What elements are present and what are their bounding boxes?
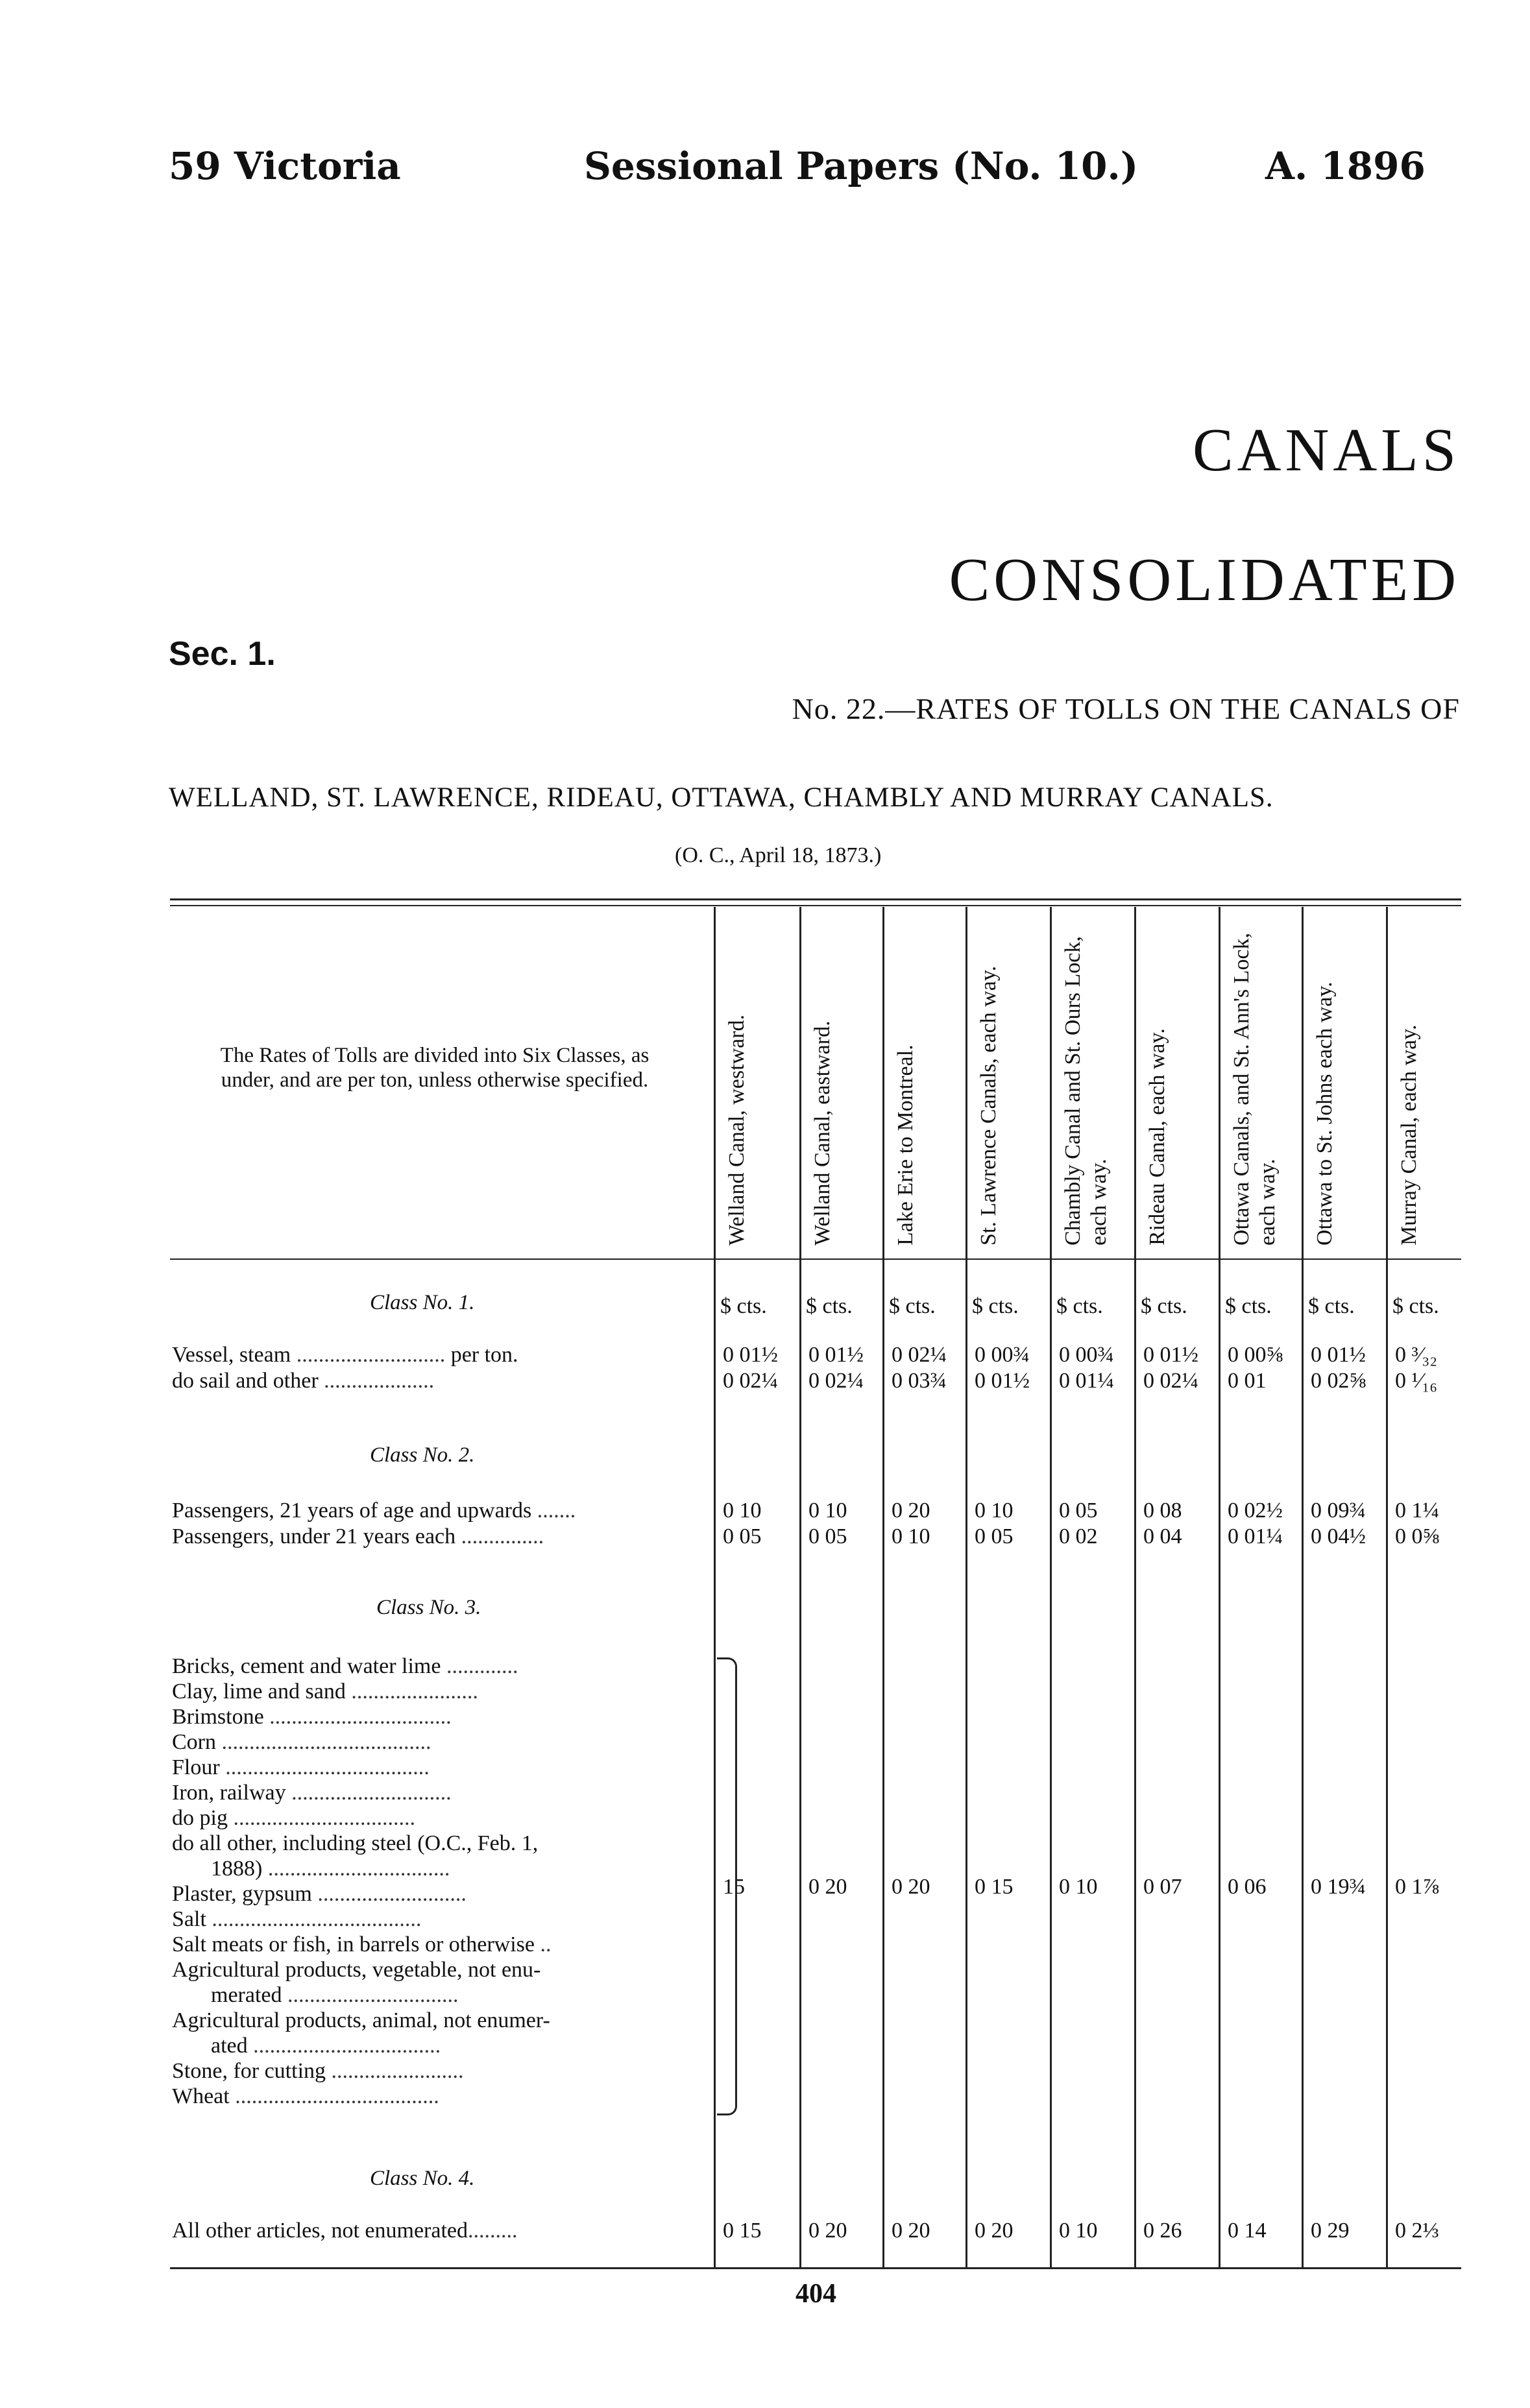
list-item xyxy=(172,1755,430,1780)
table-top-rule xyxy=(170,898,1461,900)
column-header: Ottawa Canals, and St. Ann's Lock, each way. xyxy=(1230,932,1280,1246)
order-date: (O. C., April 18, 1873.) xyxy=(675,843,882,867)
class1-heading: Class No. 1. xyxy=(370,1291,475,1314)
list-item xyxy=(172,1806,415,1831)
class2-heading: Class No. 2. xyxy=(370,1443,475,1467)
table-cell: 0 10 xyxy=(808,1499,847,1523)
header-left: 59 Victoria xyxy=(169,144,401,188)
leader-dots: ................................. xyxy=(227,1806,415,1830)
column-header: Welland Canal, eastward. xyxy=(810,1020,834,1246)
leader-dots: .................... xyxy=(318,1369,435,1393)
list-item xyxy=(172,1882,467,1907)
table-cell: 0 09¾ xyxy=(1311,1499,1366,1523)
list-item-text: 1888) xyxy=(211,1857,263,1881)
list-item xyxy=(172,1781,452,1805)
table-cell: 0 02¼ xyxy=(1143,1369,1198,1393)
table-cell: 0 00⅝ xyxy=(1228,1343,1283,1367)
column-header: Chambly Canal and St. Ours Lock, each way. xyxy=(1061,936,1111,1246)
column-rule xyxy=(965,907,967,2267)
row-label xyxy=(172,1524,544,1549)
list-item xyxy=(172,1654,518,1679)
leader-dots: ...................................... xyxy=(216,1730,431,1754)
table-cell: 0 05 xyxy=(1059,1499,1098,1523)
table-cell: 0 10 xyxy=(723,1499,762,1523)
table-cell: 0 01½ xyxy=(808,1343,864,1367)
list-item-text: do pig xyxy=(172,1806,228,1830)
table-cell: 0 20 xyxy=(892,1499,930,1523)
leader-dots: .................................. xyxy=(247,2034,441,2058)
list-item xyxy=(172,1730,431,1755)
column-header: Ottawa to St. Johns each way. xyxy=(1313,981,1337,1246)
row-label-text: Vessel, steam xyxy=(172,1343,291,1367)
column-header: Welland Canal, westward. xyxy=(725,1014,749,1246)
row-label xyxy=(172,2219,518,2243)
class3-brace xyxy=(717,1657,737,2115)
table-cell: 0 01¼ xyxy=(1228,1524,1283,1548)
list-item xyxy=(172,1831,538,1856)
table-cell: 0 05 xyxy=(975,1524,1014,1548)
leader-dots: ................................. xyxy=(262,1857,450,1881)
table-cell: 0 ¹⁄₁₆ xyxy=(1395,1369,1438,1393)
leader-dots: .. xyxy=(534,1932,552,1956)
table-cell: 0 20 xyxy=(808,1875,847,1899)
table-cell: 0 05 xyxy=(723,1524,762,1548)
column-rule xyxy=(1219,907,1220,2267)
table-cell: 0 02½ xyxy=(1228,1499,1283,1523)
section-label: Sec. 1. xyxy=(169,635,276,673)
table-top-rule-2 xyxy=(170,905,1461,906)
list-item-text: Wheat xyxy=(172,2084,230,2108)
table-lead-text: The Rates of Tolls are divided into Six Classes, as under, and are per ton, unless otherwise specified. xyxy=(220,1044,650,1092)
leader-dots: ............... xyxy=(455,1524,544,1548)
list-item xyxy=(172,1932,551,1957)
leader-dots: ...................................... xyxy=(206,1907,422,1931)
table-cell: 0 0⅝ xyxy=(1395,1524,1439,1548)
table-cell: 0 01½ xyxy=(975,1369,1030,1393)
column-header: Lake Erie to Montreal. xyxy=(893,1044,917,1246)
table-cell: 0 02¼ xyxy=(892,1343,947,1367)
subtitle-line1: No. 22.—RATES OF TOLLS ON THE CANALS OF xyxy=(792,692,1460,725)
column-rule xyxy=(882,907,884,2267)
table-cell: 0 1¼ xyxy=(1395,1499,1439,1523)
column-rule xyxy=(1302,907,1304,2267)
row-label-text: do sail and other xyxy=(172,1369,319,1393)
table-cell: 0 03¾ xyxy=(892,1369,947,1393)
leader-dots: ..................................... xyxy=(229,2084,439,2108)
leader-dots: ......... xyxy=(468,2219,518,2243)
leader-dots: ............................... xyxy=(282,1983,459,2007)
table-cell: 0 26 xyxy=(1143,2219,1182,2243)
unit-label: $ cts. xyxy=(972,1294,1019,1318)
leader-dots: ................................. xyxy=(263,1705,452,1729)
class3-heading: Class No. 3. xyxy=(376,1596,481,1619)
table-cell: 0 10 xyxy=(1059,1875,1098,1899)
leader-dots: ....................... xyxy=(345,1680,478,1704)
header-right: A. 1896 xyxy=(1265,144,1426,188)
column-rule xyxy=(714,907,716,2267)
leader-dots: ........................... xyxy=(291,1343,451,1367)
list-item xyxy=(172,1680,478,1704)
table-cell: 0 02¼ xyxy=(723,1369,778,1393)
table-cell: 0 07 xyxy=(1143,1875,1182,1899)
list-item xyxy=(172,1907,421,1932)
leader-dots: ........................... xyxy=(311,1882,467,1906)
unit-label: $ cts. xyxy=(889,1294,936,1318)
list-item xyxy=(172,1705,452,1729)
table-cell: 0 20 xyxy=(975,2219,1014,2243)
table-cell: 0 04½ xyxy=(1311,1524,1366,1548)
row-label-text: Passengers, under 21 years each xyxy=(172,1524,456,1548)
list-item-text: merated xyxy=(211,1983,282,2007)
table-cell: 0 05 xyxy=(808,1524,847,1548)
header-bottom-rule xyxy=(170,1258,1461,1260)
table-cell: 0 01 xyxy=(1228,1369,1267,1393)
table-cell: 0 20 xyxy=(892,1875,930,1899)
row-label xyxy=(172,1499,576,1523)
list-item xyxy=(172,2008,550,2033)
header-center: Sessional Papers (No. 10.) xyxy=(584,144,1139,188)
list-item-text: Agricultural products, vegetable, not enu- xyxy=(172,1958,541,1982)
list-item-text: Salt xyxy=(172,1907,206,1931)
column-header: Rideau Canal, each way. xyxy=(1145,1028,1169,1246)
table-cell: 0 ³⁄₃₂ xyxy=(1395,1343,1438,1367)
title-consolidated: CONSOLIDATED xyxy=(949,546,1460,614)
unit-label: $ cts. xyxy=(1392,1294,1439,1318)
column-rule xyxy=(1134,907,1136,2267)
row-label-text: All other articles, not enumerated xyxy=(172,2219,468,2243)
list-item-text: Salt meats or fish, in barrels or otherwise xyxy=(172,1932,535,1956)
list-item-text: Clay, lime and sand xyxy=(172,1680,346,1704)
list-item-text: Flour xyxy=(172,1755,220,1779)
unit-label: $ cts. xyxy=(1141,1294,1187,1318)
table-cell: 0 2⅓ xyxy=(1395,2219,1439,2243)
list-item-text: Corn xyxy=(172,1730,216,1754)
row-label xyxy=(172,1369,704,1393)
unit-label: $ cts. xyxy=(720,1294,767,1318)
list-item xyxy=(211,1857,450,1881)
leader-dots: ....... xyxy=(531,1499,576,1523)
table-cell: 0 00¾ xyxy=(975,1343,1030,1367)
table-cell: 0 15 xyxy=(975,1875,1014,1899)
table-cell: 0 00¾ xyxy=(1059,1343,1114,1367)
unit-label: $ cts. xyxy=(1056,1294,1103,1318)
table-cell: 0 10 xyxy=(975,1499,1014,1523)
table-cell: 0 19¾ xyxy=(1311,1875,1366,1899)
column-rule xyxy=(1050,907,1052,2267)
leader-dots: ........................ xyxy=(326,2059,464,2083)
list-item-text: Stone, for cutting xyxy=(172,2059,326,2083)
table-cell: 15 xyxy=(723,1875,745,1899)
table-cell: 0 1⅞ xyxy=(1395,1875,1439,1899)
list-item xyxy=(211,2034,441,2058)
leader-dots: ............. xyxy=(441,1654,518,1678)
table-cell: 0 01½ xyxy=(1143,1343,1198,1367)
list-item xyxy=(172,2059,464,2084)
row-suffix: per ton. xyxy=(450,1343,518,1367)
table-cell: 0 04 xyxy=(1143,1524,1182,1548)
list-item-text: do all other, including steel (O.C., Feb. 1, xyxy=(172,1831,539,1855)
table-cell: 0 08 xyxy=(1143,1499,1182,1523)
unit-label: $ cts. xyxy=(806,1294,853,1318)
table-cell: 0 06 xyxy=(1228,1875,1267,1899)
table-cell: 0 01½ xyxy=(723,1343,778,1367)
table-cell: 0 29 xyxy=(1311,2219,1350,2243)
column-header: St. Lawrence Canals, each way. xyxy=(977,965,1001,1246)
table-cell: 0 10 xyxy=(892,1524,930,1548)
table-cell: 0 20 xyxy=(892,2219,930,2243)
column-rule xyxy=(1386,907,1388,2267)
list-item-text: Agricultural products, animal, not enumer- xyxy=(172,2008,550,2032)
subtitle-line2: WELLAND, ST. LAWRENCE, RIDEAU, OTTAWA, CHAMBLY AND MURRAY CANALS. xyxy=(169,782,1274,813)
table-cell: 0 15 xyxy=(723,2219,762,2243)
table-cell: 0 01½ xyxy=(1311,1343,1366,1367)
page-number: 404 xyxy=(795,2279,836,2309)
table-cell: 0 02⅝ xyxy=(1311,1369,1366,1393)
unit-label: $ cts. xyxy=(1308,1294,1355,1318)
list-item-text: Plaster, gypsum xyxy=(172,1882,312,1906)
table-cell: 0 02 xyxy=(1059,1524,1098,1548)
unit-label: $ cts. xyxy=(1225,1294,1272,1318)
list-item-text: Iron, railway xyxy=(172,1781,286,1805)
list-item-text: Brimstone xyxy=(172,1705,264,1729)
table-cell: 0 02¼ xyxy=(808,1369,864,1393)
title-canals: CANALS xyxy=(1192,416,1460,484)
table-cell: 0 14 xyxy=(1228,2219,1267,2243)
table-cell: 0 20 xyxy=(808,2219,847,2243)
list-item-text: Bricks, cement and water lime xyxy=(172,1654,441,1678)
list-item xyxy=(211,1983,459,2008)
column-header: Murray Canal, each way. xyxy=(1397,1024,1421,1246)
leader-dots: ............................. xyxy=(285,1781,452,1805)
table-cell: 0 01¼ xyxy=(1059,1369,1114,1393)
row-label xyxy=(172,1343,704,1367)
list-item-text: ated xyxy=(211,2034,248,2058)
class4-heading: Class No. 4. xyxy=(370,2167,475,2190)
list-item xyxy=(172,1958,540,1982)
leader-dots: ..................................... xyxy=(219,1755,430,1779)
table-cell: 0 10 xyxy=(1059,2219,1098,2243)
list-item xyxy=(172,2084,439,2109)
column-rule xyxy=(799,907,801,2267)
row-label-text: Passengers, 21 years of age and upwards xyxy=(172,1499,532,1523)
table-bottom-rule xyxy=(170,2267,1461,2269)
